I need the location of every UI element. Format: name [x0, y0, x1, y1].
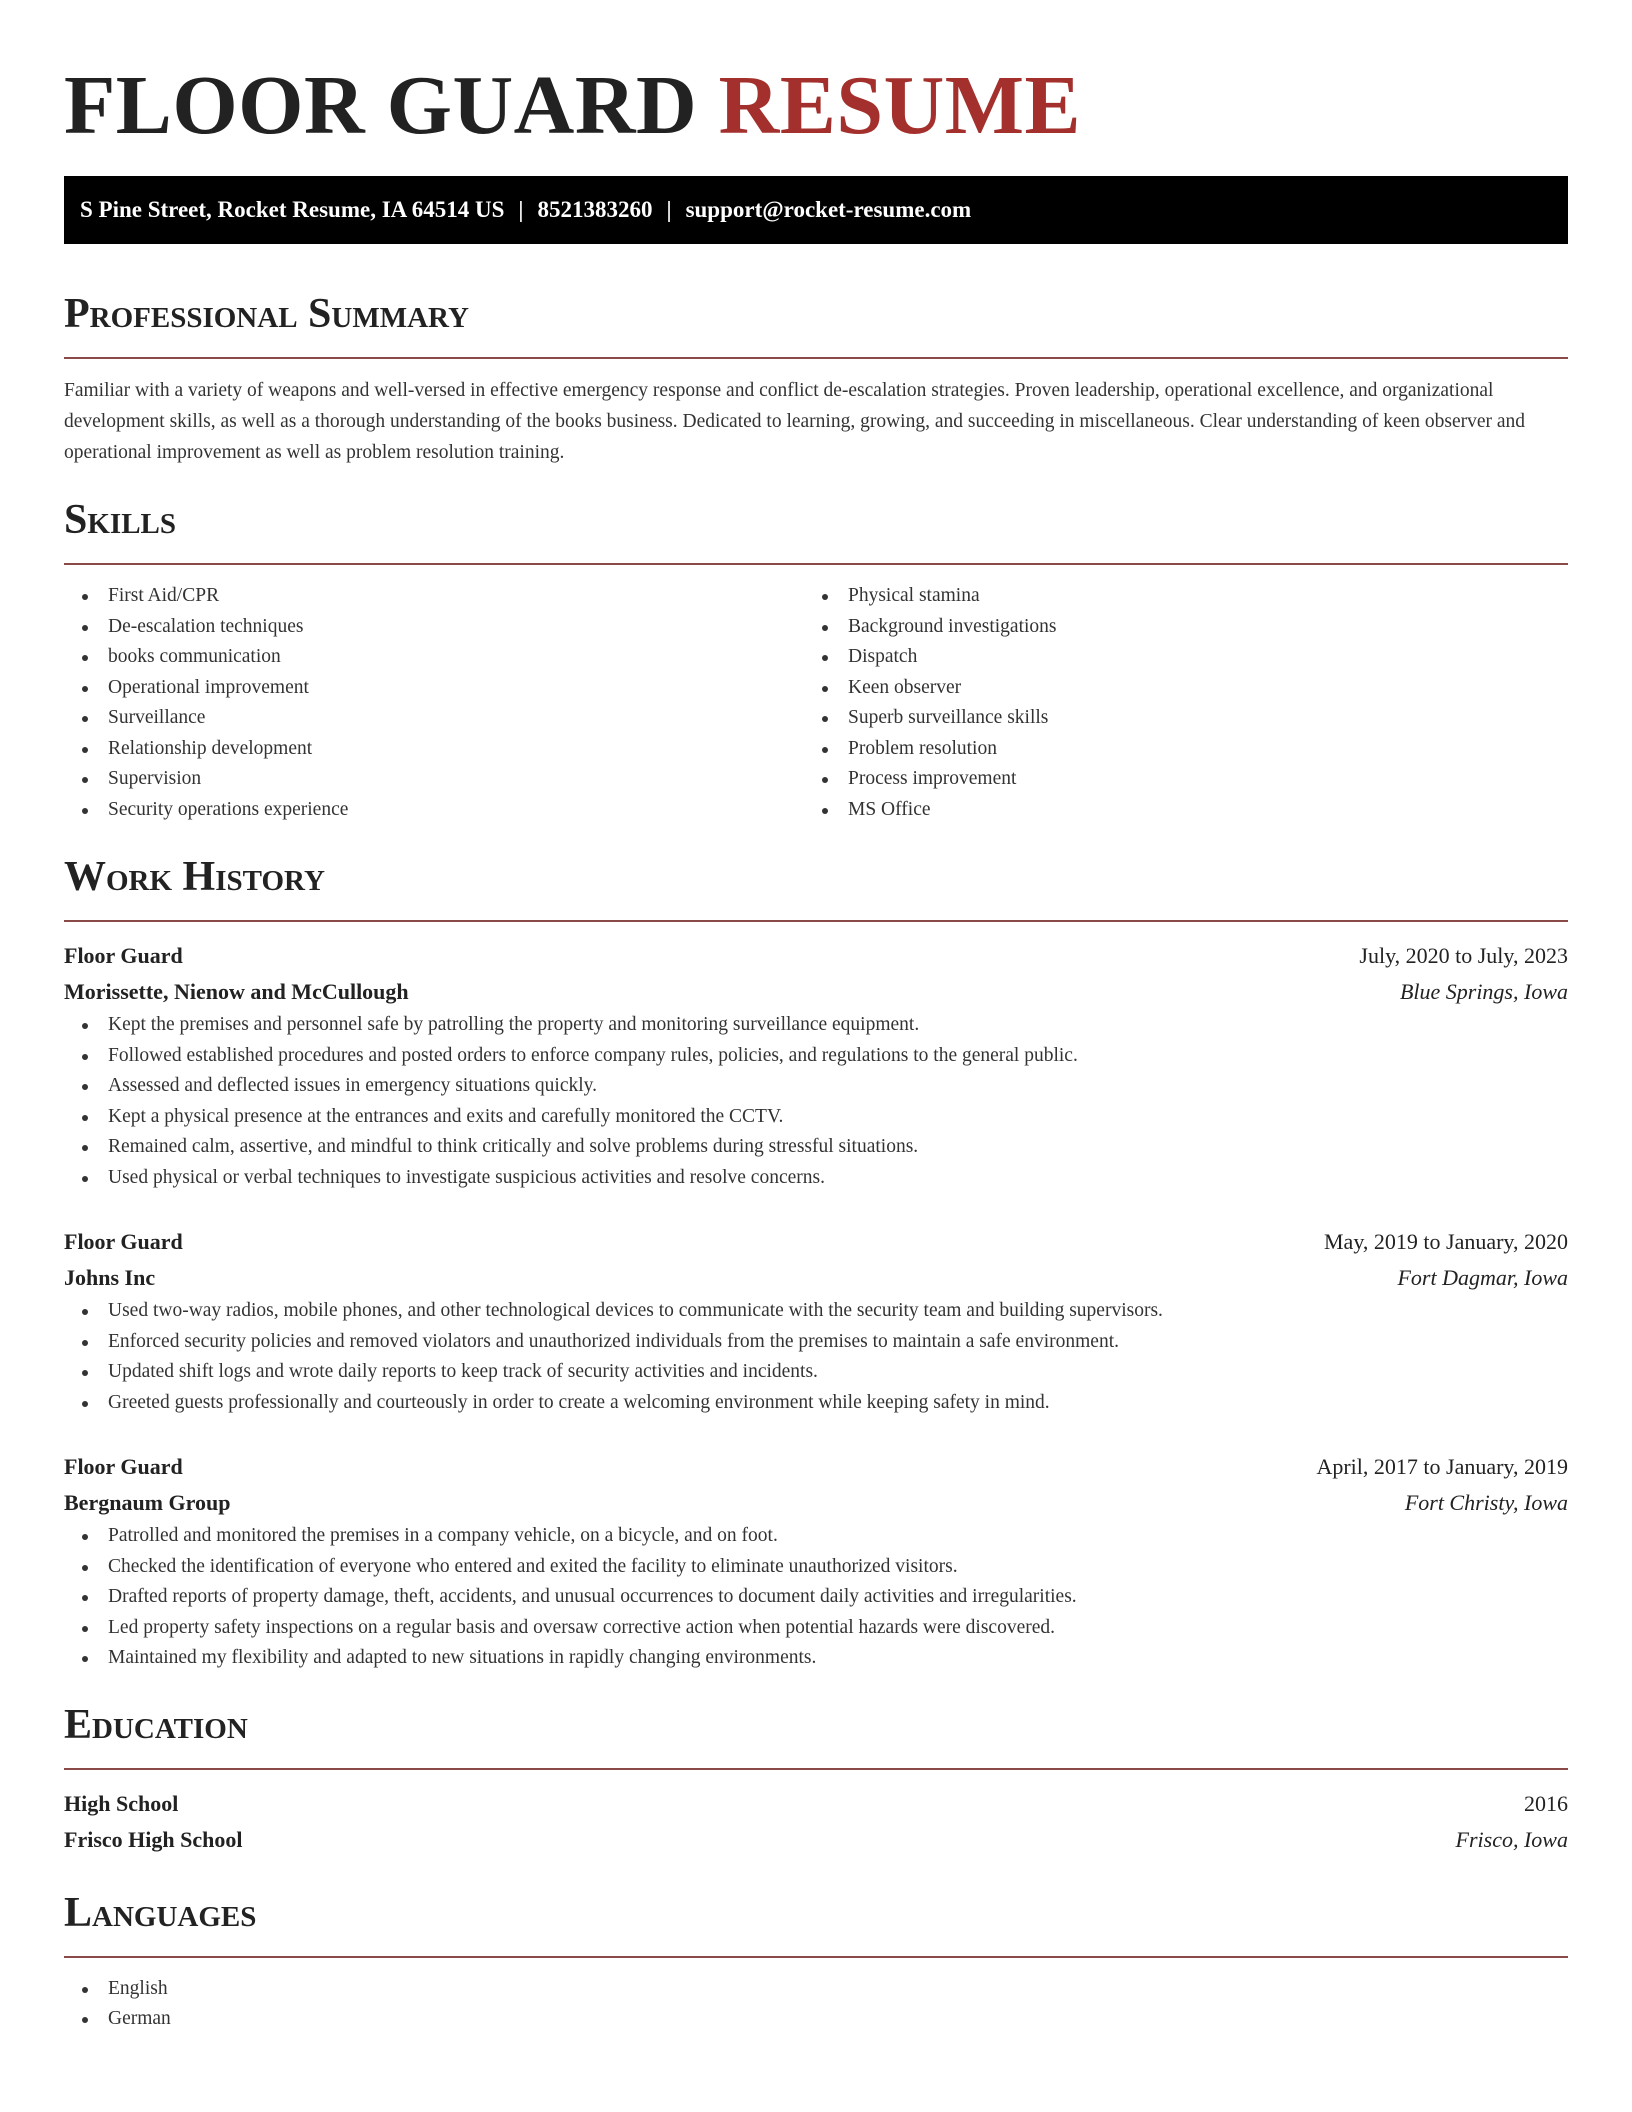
job-header	[64, 938, 1568, 974]
skill-item: First Aid/CPR	[64, 581, 804, 612]
work-history-heading: Work History	[64, 854, 325, 900]
job-company: Bergnaum Group	[64, 1490, 231, 1515]
contact-email[interactable]: support@rocket-resume.com	[685, 197, 972, 222]
skill-item: Surveillance	[64, 703, 804, 734]
language-item: English	[64, 1974, 1568, 2005]
skill-item: De-escalation techniques	[64, 612, 804, 643]
job-duties-list	[64, 1010, 1568, 1193]
job-title: Floor Guard	[64, 943, 183, 968]
skills-grid	[64, 581, 1568, 825]
skill-item: Physical stamina	[804, 581, 1544, 612]
languages-heading: Languages	[64, 1889, 257, 1936]
contact-separator: |	[666, 197, 672, 222]
education-degree: High School	[64, 1790, 179, 1816]
languages-list	[64, 1974, 1568, 2035]
education-year: 2016	[1524, 1790, 1568, 1816]
skills-column-left	[64, 581, 804, 825]
skill-item: Process improvement	[804, 764, 1544, 795]
skills-heading: Skills	[64, 497, 177, 543]
job-duty-item: Patrolled and monitored the premises in a company vehicle, on a bicycle, and on foot.	[64, 1521, 1568, 1552]
title-accent: RESUME	[718, 59, 1082, 152]
job-company: Johns Inc	[64, 1265, 156, 1290]
job-subheader	[64, 1485, 1568, 1521]
contact-address: S Pine Street, Rocket Resume, IA 64514 US	[80, 197, 505, 222]
section-divider	[64, 357, 1568, 359]
skills-column-right	[804, 581, 1544, 825]
skills-list-left	[64, 581, 804, 825]
job-dates: July, 2020 to July, 2023	[1359, 943, 1568, 968]
contact-bar	[64, 176, 1568, 244]
job-dates: May, 2019 to January, 2020	[1324, 1229, 1568, 1254]
job-duty-item: Remained calm, assertive, and mindful to think critically and solve problems during stressful situations.	[64, 1132, 1568, 1163]
title-main: FLOOR GUARD	[64, 59, 698, 152]
job-location: Blue Springs, Iowa	[1399, 979, 1568, 1004]
skill-item: Superb surveillance skills	[804, 703, 1544, 734]
section-divider	[64, 1956, 1568, 1958]
education-section	[64, 1700, 1568, 1858]
skill-item: Dispatch	[804, 642, 1544, 673]
job-subheader	[64, 1260, 1568, 1296]
job-title: Floor Guard	[64, 1229, 183, 1254]
job-duty-item: Kept a physical presence at the entrances and exits and carefully monitored the CCTV.	[64, 1102, 1568, 1133]
education-header	[64, 1786, 1568, 1822]
job-duty-item: Led property safety inspections on a regular basis and oversaw corrective action when potential hazards were discovered.	[64, 1613, 1568, 1644]
job-duty-item: Checked the identification of everyone who entered and exited the facility to eliminate unauthorized visitors.	[64, 1552, 1568, 1583]
job-duty-item: Maintained my flexibility and adapted to new situations in rapidly changing environments.	[64, 1643, 1568, 1674]
job-dates: April, 2017 to January, 2019	[1316, 1454, 1568, 1479]
skill-item: Security operations experience	[64, 795, 804, 826]
job-company: Morissette, Nienow and McCullough	[64, 979, 409, 1004]
section-divider	[64, 920, 1568, 922]
section-divider	[64, 563, 1568, 565]
job-header	[64, 1449, 1568, 1485]
job-duty-item: Drafted reports of property damage, theft, accidents, and unusual occurrences to document daily activities and irregularities.	[64, 1582, 1568, 1613]
job-entry	[64, 938, 1568, 1193]
job-duties-list	[64, 1296, 1568, 1418]
job-duty-item: Kept the premises and personnel safe by patrolling the property and monitoring surveillance equipment.	[64, 1010, 1568, 1041]
summary-heading: Professional Summary	[64, 291, 469, 337]
education-school: Frisco High School	[64, 1826, 243, 1852]
education-location: Frisco, Iowa	[1455, 1826, 1568, 1852]
job-duty-item: Used two-way radios, mobile phones, and other technological devices to communicate with the security team and building supervisors.	[64, 1296, 1568, 1327]
job-duty-item: Greeted guests professionally and courteously in order to create a welcoming environment while keeping safety in mind.	[64, 1388, 1568, 1419]
contact-phone: 8521383260	[537, 197, 653, 222]
job-location: Fort Christy, Iowa	[1404, 1490, 1568, 1515]
contact-separator: |	[518, 197, 524, 222]
job-duties-list	[64, 1521, 1568, 1674]
summary-section	[64, 289, 1568, 468]
job-duty-item: Assessed and deflected issues in emergency situations quickly.	[64, 1071, 1568, 1102]
skills-list-right	[804, 581, 1544, 825]
job-duty-item: Used physical or verbal techniques to investigate suspicious activities and resolve concerns.	[64, 1163, 1568, 1194]
job-title: Floor Guard	[64, 1454, 183, 1479]
skill-item: Operational improvement	[64, 673, 804, 704]
summary-text: Familiar with a variety of weapons and well-versed in effective emergency response and conflict de-escalation strategies. Proven leadership, operational excellence, and organizational development skills, as well as a thorough understanding of the books business. Dedicated to learning, growing, and succeeding in miscellaneous. Clear understanding of keen observer and operational improvement as well as problem resolution training.	[64, 380, 1526, 463]
skill-item: Problem resolution	[804, 734, 1544, 765]
skill-item: Background investigations	[804, 612, 1544, 643]
job-subheader	[64, 974, 1568, 1010]
work-history-section	[64, 852, 1568, 1674]
skill-item: Relationship development	[64, 734, 804, 765]
job-duty-item: Enforced security policies and removed violators and unauthorized individuals from the premises to maintain a safe environment.	[64, 1327, 1568, 1358]
job-entry	[64, 1449, 1568, 1674]
job-entry	[64, 1224, 1568, 1418]
section-divider	[64, 1768, 1568, 1770]
skill-item: Supervision	[64, 764, 804, 795]
skills-section	[64, 495, 1568, 825]
skill-item: MS Office	[804, 795, 1544, 826]
job-location: Fort Dagmar, Iowa	[1397, 1265, 1568, 1290]
job-duty-item: Updated shift logs and wrote daily reports to keep track of security activities and incidents.	[64, 1357, 1568, 1388]
education-heading: Education	[64, 1701, 248, 1748]
skill-item: books communication	[64, 642, 804, 673]
skill-item: Keen observer	[804, 673, 1544, 704]
job-header	[64, 1224, 1568, 1260]
resume-title	[64, 56, 1568, 156]
language-item: German	[64, 2004, 1568, 2035]
job-duty-item: Followed established procedures and posted orders to enforce company rules, policies, and regulations to the general public.	[64, 1041, 1568, 1072]
education-subheader	[64, 1822, 1568, 1858]
languages-section	[64, 1888, 1568, 2035]
